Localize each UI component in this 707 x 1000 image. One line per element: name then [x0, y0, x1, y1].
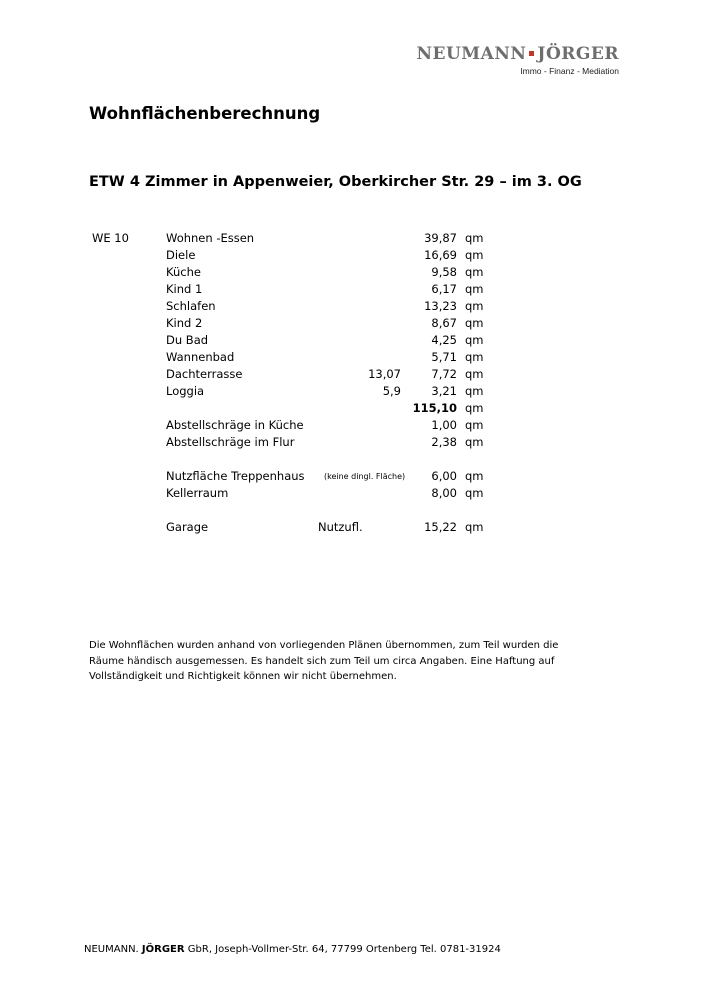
area-unit: qm [465, 248, 484, 262]
area-unit: qm [465, 520, 484, 534]
room-label: Kind 1 [166, 282, 203, 296]
room-label: Abstellschräge im Flur [166, 435, 295, 449]
table-row [0, 468, 707, 485]
room-area: 5,71 [431, 350, 457, 364]
table-row [0, 298, 707, 315]
logo-left: NEUMANN [416, 44, 527, 64]
logo-wordmark [416, 44, 619, 64]
area-unit: qm [465, 231, 484, 245]
area-unit: qm [465, 367, 484, 381]
room-area: 8,00 [431, 486, 457, 500]
table-row [0, 366, 707, 383]
room-label: Schlafen [166, 299, 216, 313]
area-unit: qm [465, 401, 484, 415]
room-label: Kind 2 [166, 316, 203, 330]
unit-label: WE 10 [92, 231, 129, 245]
area-unit: qm [465, 333, 484, 347]
room-area: 6,00 [431, 469, 457, 483]
room-label: Küche [166, 265, 201, 279]
room-gross-area: 13,07 [368, 367, 401, 381]
table-row [0, 264, 707, 281]
table-row [0, 247, 707, 264]
table-row [0, 315, 707, 332]
room-label: Wohnen -Essen [166, 231, 255, 245]
logo-tagline: Immo - Finanz - Mediation [520, 66, 619, 76]
area-unit: qm [465, 469, 484, 483]
room-label: Nutzfläche Treppenhaus [166, 469, 305, 483]
area-unit: qm [465, 299, 484, 313]
company-logo [416, 44, 619, 76]
table-row [0, 400, 707, 417]
footer-address [84, 944, 501, 955]
room-label: Loggia [166, 384, 205, 398]
room-area: 7,72 [431, 367, 457, 381]
table-row [0, 332, 707, 349]
room-area: 8,67 [431, 316, 457, 330]
table-row [0, 434, 707, 451]
room-note: (keine dingl. Fläche) [324, 472, 406, 481]
footer-bold: JÖRGER [141, 944, 185, 955]
area-unit: qm [465, 282, 484, 296]
area-unit: qm [465, 435, 484, 449]
room-gross-area: 5,9 [382, 384, 401, 398]
footer-suffix: GbR, Joseph-Vollmer-Str. 64, 77799 Ortenberg Tel. 0781-31924 [187, 944, 501, 955]
disclaimer-text: Die Wohnflächen wurden anhand von vorliegenden Plänen übernommen, zum Teil wurden die Räume händisch ausgemessen. Es handelt sich zum Teil um circa Angaben. Eine Haftung auf Vollständigkeit und Richtigkeit können wir nicht übernehmen. [89, 640, 559, 682]
room-label: Abstellschräge in Küche [166, 418, 304, 432]
room-area: 1,00 [431, 418, 457, 432]
table-row [0, 417, 707, 434]
logo-right: JÖRGER [537, 44, 619, 64]
room-area: 39,87 [424, 231, 457, 245]
table-row [0, 519, 707, 536]
footer-prefix: NEUMANN. [84, 944, 139, 955]
room-area: 15,22 [424, 520, 457, 534]
room-label: Diele [166, 248, 196, 262]
table-row [0, 281, 707, 298]
area-unit: qm [465, 316, 484, 330]
room-area: 2,38 [431, 435, 457, 449]
area-unit: qm [465, 418, 484, 432]
room-label: Kellerraum [166, 486, 229, 500]
area-unit: qm [465, 486, 484, 500]
room-area: 6,17 [431, 282, 457, 296]
area-unit: qm [465, 350, 484, 364]
room-extra-text: Nutzufl. [318, 520, 363, 534]
room-area: 3,21 [431, 384, 457, 398]
room-label: Wannenbad [166, 350, 235, 364]
room-area: 13,23 [424, 299, 457, 313]
area-unit: qm [465, 384, 484, 398]
table-row [0, 349, 707, 366]
room-label: Dachterrasse [166, 367, 243, 381]
property-subtitle: ETW 4 Zimmer in Appenweier, Oberkircher Str. 29 – im 3. OG [89, 174, 582, 190]
page-title: Wohnflächenberechnung [89, 104, 321, 123]
room-area: 4,25 [431, 333, 457, 347]
room-label: Garage [166, 520, 209, 534]
room-area: 16,69 [424, 248, 457, 262]
room-label: Du Bad [166, 333, 209, 347]
total-area: 115,10 [412, 401, 457, 415]
table-row [0, 485, 707, 502]
room-area: 9,58 [431, 265, 457, 279]
table-row [0, 230, 707, 247]
table-row [0, 383, 707, 400]
area-unit: qm [465, 265, 484, 279]
logo-square-icon [529, 51, 534, 56]
